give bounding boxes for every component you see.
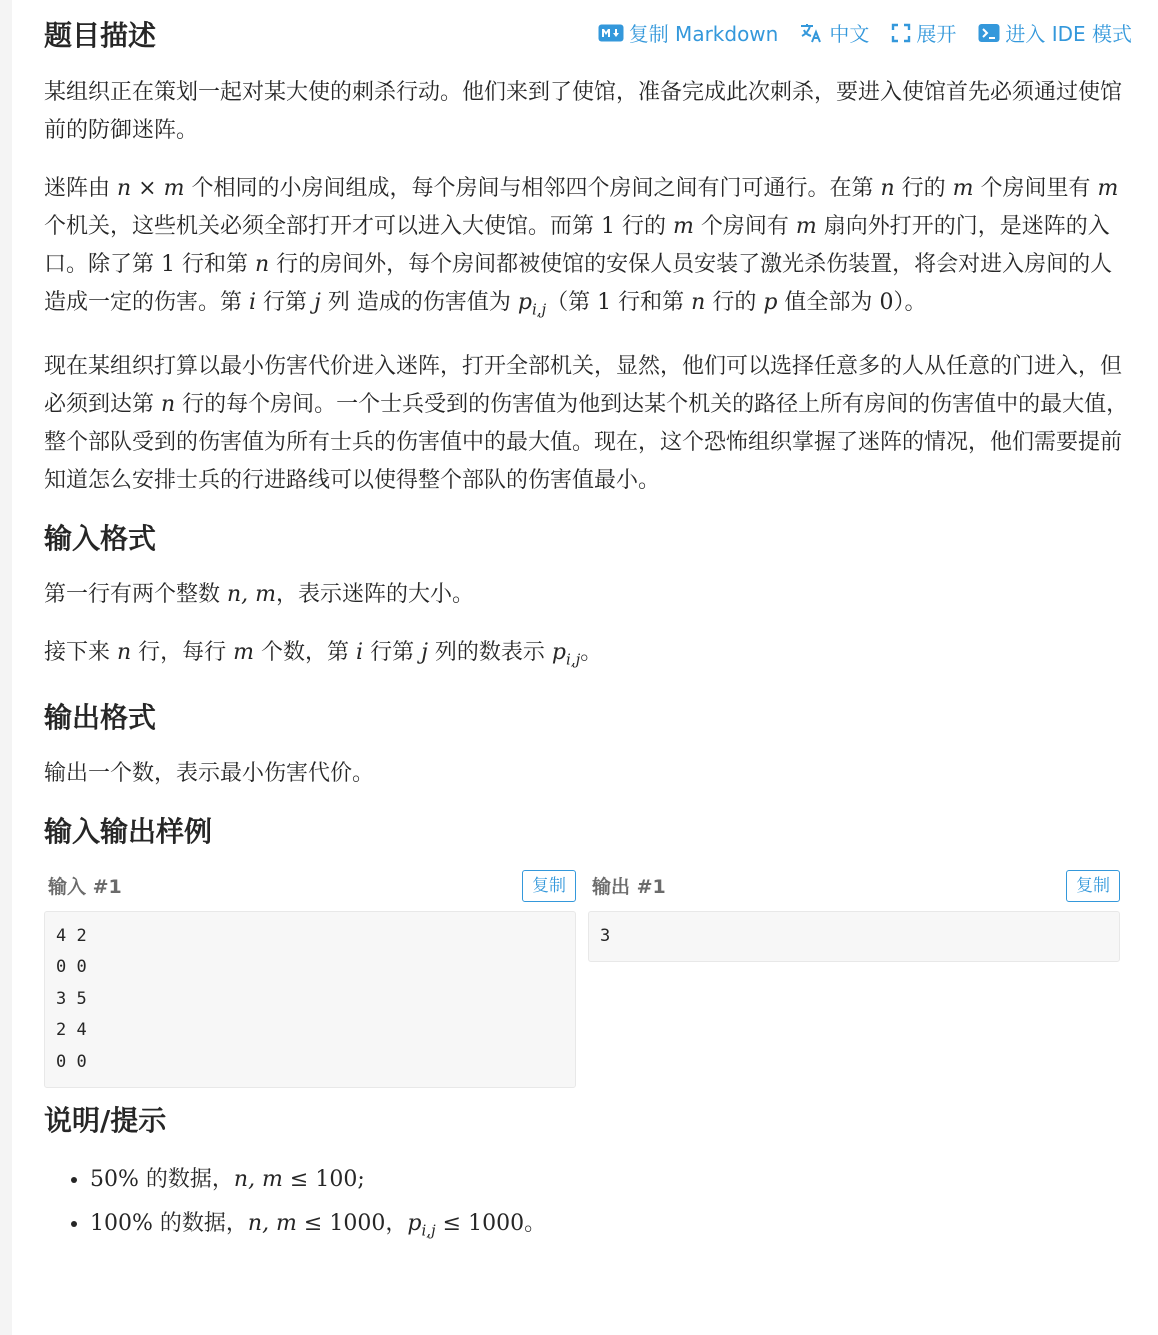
sample-io: [44, 869, 1134, 1089]
samples-heading: 输入输出样例: [44, 814, 213, 848]
input-format-line-1: 第一行有两个整数 n, m，表示迷阵的大小。: [44, 582, 475, 608]
markdown-icon: [598, 24, 624, 42]
output-format-text: 输出一个数，表示最小伤害代价。: [44, 760, 375, 786]
problem-card: [12, 0, 1158, 1335]
translate-label: 中文: [829, 22, 870, 46]
terminal-icon: [978, 23, 1000, 43]
input-format-line-2: 接下来 n 行，每行 m 个数，第 i 行第 j 列的数表示 $p_{i,j}$。: [44, 640, 603, 669]
sample-input: [44, 869, 576, 1089]
sample-output: [588, 869, 1120, 1089]
expand-icon: [891, 23, 911, 43]
output-format-heading: 输出格式: [44, 700, 157, 734]
ide-mode-button[interactable]: [978, 18, 1132, 47]
description-paragraph-3: 现在某组织打算以最小伤害代价进入迷阵，打开全部机关，显然，他们可以选择任意多的人从任意的门进入，但必须到达第 n 行的每个房间。一个士兵受到的伤害值为他到达某个机关的路径上所有房间的伤害值中的最大值，整个部队受到的伤害值为所有士兵的伤害值中的最大值。现在，这个恐怖组织掌握了迷阵的情况，他们需要提前知道怎么安排士兵的行进路线可以使得整个部队的伤害值最小。: [44, 354, 1129, 494]
hint-item: • 100% 的数据，n, m ≤ 1000，$p_{i,j} \le 1000$。: [90, 1202, 1134, 1252]
hint-item: • 50% 的数据，n, m ≤ 100;: [90, 1158, 1134, 1202]
expand-button[interactable]: [891, 18, 956, 47]
ide-mode-label: 进入 IDE 模式: [1005, 22, 1132, 46]
description-paragraph-1: 某组织正在策划一起对某大使的刺杀行动。他们来到了使馆，准备完成此次刺杀，要进入使馆首先必须通过使馆前的防御迷阵。: [44, 80, 1123, 143]
problem-header: [44, 14, 1132, 54]
page-title: 题目描述: [44, 19, 157, 52]
expand-label: 展开: [916, 22, 957, 46]
translate-icon: [800, 22, 824, 44]
copy-markdown-label: 复制 Markdown: [628, 22, 779, 46]
hints-list: [44, 1158, 1134, 1252]
copy-input-button[interactable]: 复制: [522, 870, 576, 902]
sample-output-label: 输出 #1: [592, 876, 666, 899]
header-actions: [598, 18, 1132, 47]
sample-output-code[interactable]: 3: [588, 911, 1120, 963]
sample-input-label: 输入 #1: [48, 876, 122, 899]
copy-output-button[interactable]: 复制: [1066, 870, 1120, 902]
description-paragraph-2: 迷阵由 n × m 个相同的小房间组成，每个房间与相邻四个房间之间有门可通行。在第 n 行的 m 个房间里有 m 个机关，这些机关必须全部打开才可以进入大使馆。而第 1 行的 m 个房间有 m 扇向外打开的门，是迷阵的入口。除了第 1 行和第 n 行的房间外，每个房间都被使馆的安保人员安装了激光杀伤装置，将会对进入房间的人造成一定的伤害。第 i 行第 j 列 造成的伤害值为 $p_{i,j}$（第 1 行和第 n 行的 p 值全部为 0）。: [44, 176, 1119, 319]
input-format-heading: 输入格式: [44, 522, 157, 556]
copy-markdown-button[interactable]: [598, 18, 779, 47]
translate-button[interactable]: [800, 18, 869, 47]
sample-input-code[interactable]: 4 2 0 0 3 5 2 4 0 0: [44, 911, 576, 1089]
hints-heading: 说明/提示: [44, 1104, 167, 1138]
problem-content: [44, 74, 1134, 1253]
